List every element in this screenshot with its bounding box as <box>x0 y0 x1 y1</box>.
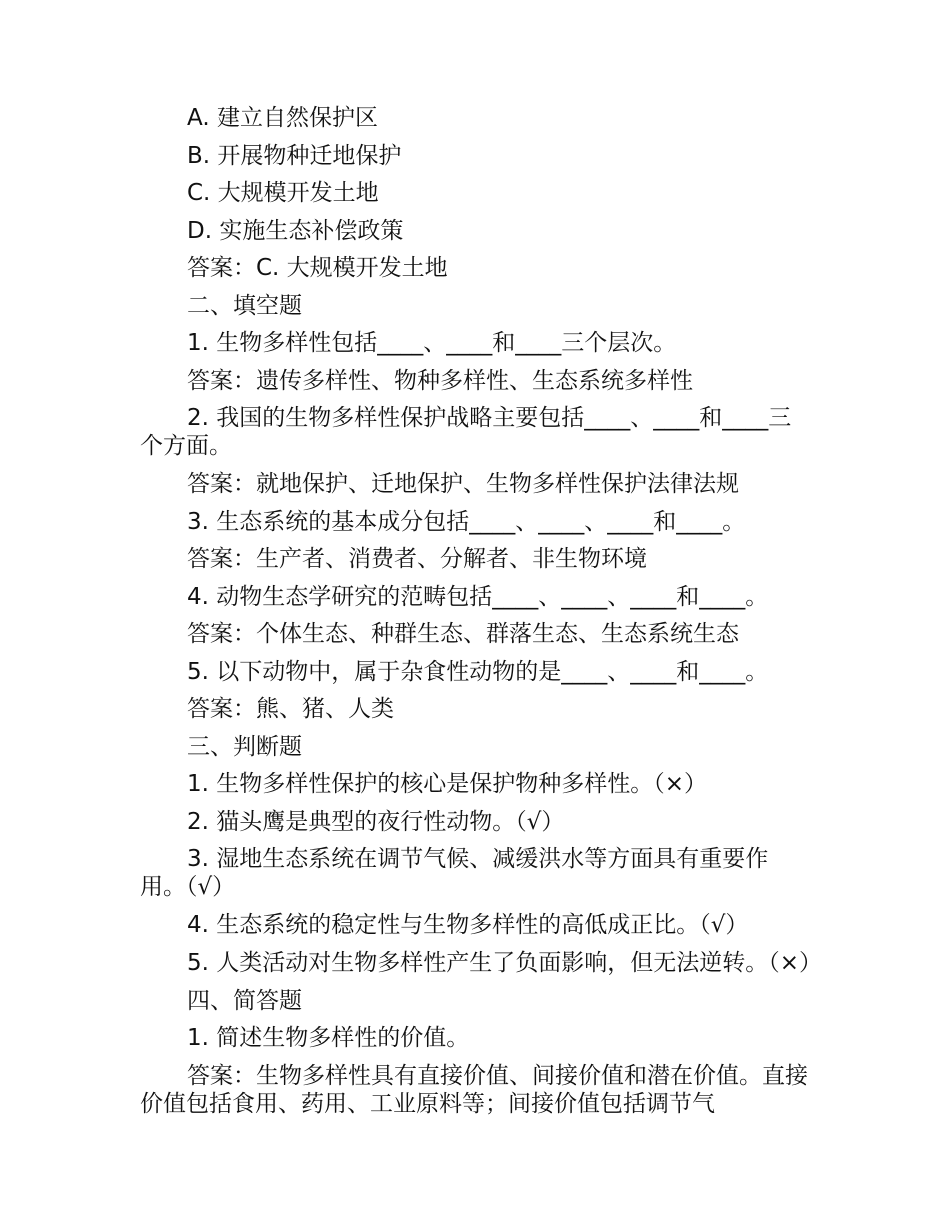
option-c: C. 大规模开发土地 <box>187 180 379 206</box>
tf-statement-3: 3. 湿地生态系统在调节气候、减缓洪水等方面具有重要作用。（√） <box>140 846 769 900</box>
fill-answer-4: 答案：个体生态、种群生态、群落生态、生态系统生态 <box>187 621 739 647</box>
fill-question-5: 5. 以下动物中，属于杂食性动物的是____、____和____。 <box>187 658 769 685</box>
short-question-1: 1. 简述生物多样性的价值。 <box>187 1025 470 1051</box>
fill-answer-5: 答案：熊、猪、人类 <box>187 696 394 722</box>
option-a: A. 建立自然保护区 <box>187 105 378 131</box>
tf-statement-4: 4. 生态系统的稳定性与生物多样性的高低成正比。（√） <box>187 912 749 938</box>
section-fill-blank-heading: 二、填空题 <box>187 292 302 319</box>
fill-question-3: 3. 生态系统的基本成分包括____、____、____和____。 <box>187 508 746 535</box>
option-d: D. 实施生态补偿政策 <box>187 217 404 244</box>
fill-question-2: 2. 我国的生物多样性保护战略主要包括____、____和____三个方面。 <box>140 405 792 459</box>
section-true-false-heading: 三、判断题 <box>187 733 302 760</box>
fill-answer-1: 答案：遗传多样性、物种多样性、生态系统多样性 <box>187 367 693 394</box>
answer-mc: 答案：C. 大规模开发土地 <box>187 255 448 281</box>
tf-statement-5: 5. 人类活动对生物多样性产生了负面影响，但无法逆转。（×） <box>187 949 823 976</box>
document-body <box>140 100 823 1124</box>
short-answer-1: 答案：生物多样性具有直接价值、间接价值和潜在价值。直接价值包括食用、药用、工业原料等；间接价值包括调节气 <box>140 1062 808 1117</box>
option-b: B. 开展物种迁地保护 <box>187 142 402 169</box>
tf-statement-1: 1. 生物多样性保护的核心是保护物种多样性。（×） <box>187 771 708 797</box>
fill-question-4: 4. 动物生态学研究的范畴包括____、____、____和____。 <box>187 583 769 610</box>
section-short-answer-heading: 四、简答题 <box>187 987 302 1014</box>
tf-statement-2: 2. 猫头鹰是典型的夜行性动物。（√） <box>187 808 565 835</box>
fill-answer-3: 答案：生产者、消费者、分解者、非生物环境 <box>187 546 647 572</box>
fill-question-1: 1. 生物多样性包括____、____和____三个层次。 <box>187 330 677 356</box>
fill-answer-2: 答案：就地保护、迁地保护、生物多样性保护法律法规 <box>187 471 739 497</box>
